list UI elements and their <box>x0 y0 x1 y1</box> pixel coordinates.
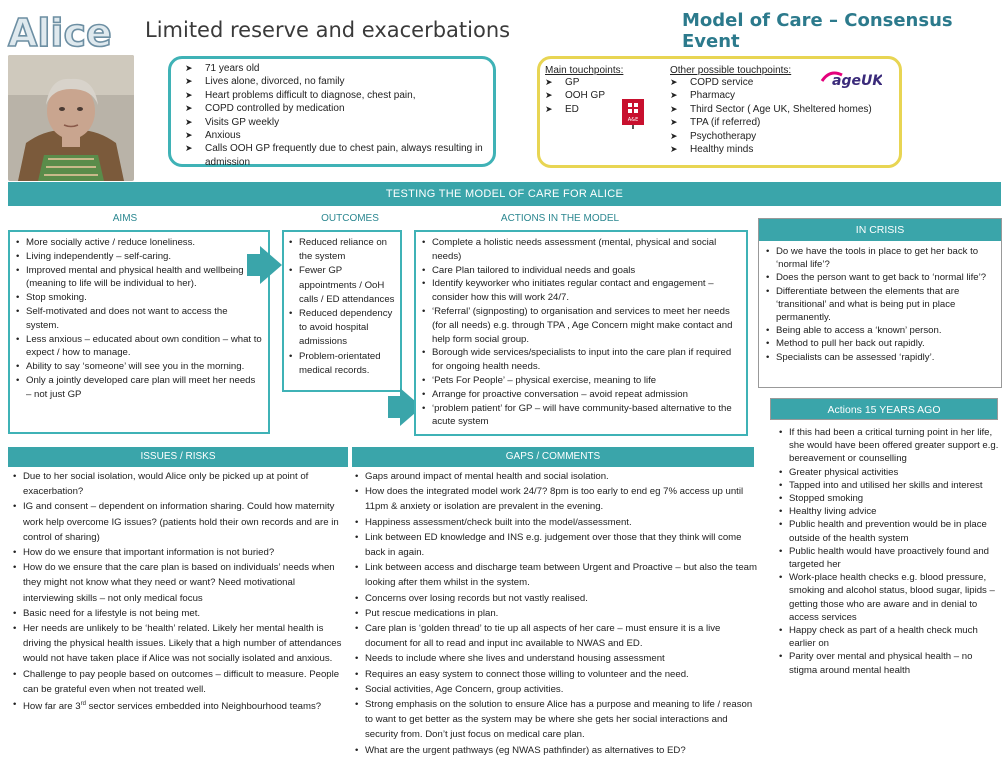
list-item: • Do we have the tools in place to get her back to ‘normal life’? <box>765 245 997 271</box>
section-banner: TESTING THE MODEL OF CARE FOR ALICE <box>8 182 1001 206</box>
profile-box <box>168 56 496 167</box>
list-item: • Problem-orientated medical records. <box>288 350 396 378</box>
issues-heading-bar <box>8 447 348 467</box>
main-touchpoints <box>545 65 665 116</box>
right-arrow-icon <box>260 246 282 284</box>
alice-logo <box>6 8 136 54</box>
list-item: • Requires an easy system to connect those willing to volunteer and the need. <box>354 667 758 682</box>
ageuk-logo <box>820 67 882 89</box>
last-item-post: sector services embedded into Neighbourhood teams? <box>85 701 322 713</box>
outcomes-heading: OUTCOMES <box>321 213 379 224</box>
list-item: ➤ Anxious <box>185 129 485 142</box>
issues-box <box>10 469 348 756</box>
list-item: • ‘Pets For People’ – physical exercise, meaning to life <box>421 374 741 388</box>
list-item: • Complete a holistic needs assessment (mental, physical and social needs) <box>421 236 741 264</box>
actions-heading: ACTIONS IN THE MODEL <box>500 213 620 224</box>
list-item: • How do we ensure that important information is not buried? <box>12 545 346 560</box>
gaps-heading: GAPS / COMMENTS <box>352 447 754 467</box>
list-item: • Strong emphasis on the solution to ensure Alice has a purpose and meaning to life / reason to want to get better as the system may be where she gets her social interactions and security from. Don’t just focus on medical care plan. <box>354 697 758 743</box>
list-item: ➤ COPD service <box>670 76 900 89</box>
list-item: • Stopped smoking <box>778 492 1000 505</box>
other-touchpoints-title: Other possible touchpoints: <box>670 65 792 76</box>
list-item: • If this had been a critical turning point in her life, she would have been offered greater support e.g. bereavement or counselling <box>778 426 1000 466</box>
list-item: ➤ Heart problems difficult to diagnose, chest pain, <box>185 89 485 102</box>
hospital-sign-text: A&E <box>627 117 639 123</box>
list-item: • Concerns over losing records but not vastly realised. <box>354 591 758 606</box>
list-item: • Less anxious – educated about own condition – what to expect / how to manage. <box>15 333 263 361</box>
event-title: Model of Care – Consensus Event <box>682 10 953 52</box>
list-item: • How do we ensure that the care plan is based on individuals’ needs when they might not know what they need or want? Need motivational interviewing skills – not only medical focus <box>12 560 346 606</box>
list-item: ➤ Lives alone, divorced, no family <box>185 75 485 88</box>
list-item: • Reduced dependency to avoid hospital admissions <box>288 307 396 350</box>
list-item: • Needs to include where she lives and understand housing assessment <box>354 651 758 666</box>
list-item: • Identify keyworker who initiates regular contact and engagement – consider how this will work 24/7. <box>421 277 741 305</box>
list-item: • Public health and prevention would be in place outside of the health system <box>778 518 1000 544</box>
list-item: • Ability to say ‘someone’ will see you in the morning. <box>15 360 263 374</box>
gaps-box <box>352 469 760 756</box>
list-item: ➤ 71 years old <box>185 62 485 75</box>
logo-text: Alice <box>8 11 112 54</box>
list-item: • Specialists can be assessed ‘rapidly’. <box>765 351 997 364</box>
list-item: • Parity over mental and physical health – no stigma around mental health <box>778 650 1000 676</box>
list-item: • Happy check as part of a health check much earlier on <box>778 624 1000 650</box>
issues-heading: ISSUES / RISKS <box>8 447 348 467</box>
list-item: • Public health would have proactively found and targeted her <box>778 545 1000 571</box>
ageuk-text: ageUK <box>832 73 882 89</box>
hospital-sign-icon <box>622 99 644 129</box>
actions-15-box <box>772 426 1002 756</box>
list-item: ➤ OOH GP <box>545 89 665 102</box>
list-item: • Tapped into and utilised her skills and interest <box>778 479 1000 492</box>
list-item: • Put rescue medications in plan. <box>354 606 758 621</box>
list-item: • Fewer GP appointments / OoH calls / ED attendances <box>288 264 396 307</box>
list-item: • ‘Referral’ (signposting) to organisation and services to meet her needs (for all needs) e.g. through TPA , Age Concern might make contact and help form social group. <box>421 305 741 346</box>
list-item: • How does the integrated model work 24/7? 8pm is too early to end eg 7% access up until 11pm & anxiety or isolation are prevalent in the evening. <box>354 484 758 514</box>
list-item: • Does the person want to get back to ‘normal life’? <box>765 271 997 284</box>
list-item: • IG and consent – dependent on information sharing. Could how maternity work help overcome IG issues? (patients hold their own records and are in control of sharing) <box>12 499 346 545</box>
list-item <box>12 697 346 714</box>
list-item: • Link between access and discharge team between Urgent and Proactive – but also the team looking after them whilst in the system. <box>354 560 758 590</box>
list-item: ➤ Third Sector ( Age UK, Sheltered homes) <box>670 103 900 116</box>
list-item: • Borough wide services/specialists to input into the care plan if required for ongoing health needs. <box>421 346 741 374</box>
list-item: • Challenge to pay people based on outcomes – difficult to measure. People can be grateful even when not treated well. <box>12 667 346 697</box>
list-item: • Healthy living advice <box>778 505 1000 518</box>
list-item: • Only a jointly developed care plan will meet her needs – not just GP <box>15 374 263 402</box>
list-item: • Differentiate between the elements that are ‘transitional’ and what is being put in place permanently. <box>765 285 997 325</box>
actions-15-heading: Actions 15 YEARS AGO <box>770 398 998 420</box>
arrow-stem <box>247 254 261 276</box>
list-item: ➤ Pharmacy <box>670 89 900 102</box>
list-item: • Work-place health checks e.g. blood pressure, smoking and alcohol status, blood sugar, lipids – getting those who are aware and in denial to access services <box>778 571 1000 624</box>
list-item: • Improved mental and physical health and wellbeing (meaning to life will be individual to her). <box>15 264 263 292</box>
list-item: ➤ ED <box>545 103 665 116</box>
touchpoints-box <box>537 56 902 168</box>
list-item: • Due to her social isolation, would Alice only be picked up at point of exacerbation? <box>12 469 346 499</box>
main-touchpoints-title: Main touchpoints: <box>545 65 624 76</box>
list-item: • ‘problem patient’ for GP – will have community-based alternative to the acute system <box>421 402 741 430</box>
crisis-heading: IN CRISIS <box>759 219 1001 241</box>
list-item: ➤ Calls OOH GP frequently due to chest pain, always resulting in admission <box>185 142 485 169</box>
patient-photo <box>8 55 134 181</box>
aims-box <box>8 230 270 434</box>
actions-box <box>414 230 748 436</box>
list-item: • Happiness assessment/check built into the model/assessment. <box>354 515 758 530</box>
list-item: ➤ GP <box>545 76 665 89</box>
list-item: • Method to pull her back out rapidly. <box>765 337 997 350</box>
list-item: • Care Plan tailored to individual needs and goals <box>421 264 741 278</box>
list-item: ➤ Psychotherapy <box>670 130 900 143</box>
list-item: • Arrange for proactive conversation – avoid repeat admission <box>421 388 741 402</box>
list-item: • Social activities, Age Concern, group activities. <box>354 682 758 697</box>
list-item: ➤ TPA (if referred) <box>670 116 900 129</box>
case-title: Limited reserve and exacerbations <box>145 18 511 42</box>
list-item: • Living independently – self-caring. <box>15 250 263 264</box>
list-item: • Stop smoking. <box>15 291 263 305</box>
list-item: • Self-motivated and does not want to access the system. <box>15 305 263 333</box>
list-item: • Being able to access a ‘known’ person. <box>765 324 997 337</box>
list-item: ➤ Healthy minds <box>670 143 900 156</box>
list-item: • Care plan is ‘golden thread’ to tie up all aspects of her care – must ensure it is a live document for all to read and input inc available to NWAS and ED. <box>354 621 758 651</box>
list-item: • Link between ED knowledge and INS e.g. judgement over those that they think will come back in again. <box>354 530 758 560</box>
list-item: • Greater physical activities <box>778 466 1000 479</box>
list-item: ➤ Visits GP weekly <box>185 116 485 129</box>
last-item-sup: rd <box>80 701 86 708</box>
aims-heading: AIMS <box>112 213 138 224</box>
list-item: ➤ COPD controlled by medication <box>185 102 485 115</box>
last-item-pre: How far are 3 <box>23 701 81 713</box>
list-item: • What are the urgent pathways (eg NWAS pathfinder) as alternatives to ED? <box>354 743 758 758</box>
list-item: • Her needs are unlikely to be ‘health’ related. Likely her mental health is driving the physical health issues. Likely that a high number of attendances would not have taken place if Alice was not socially isolated and anxious. <box>12 621 346 667</box>
list-item: • More socially active / reduce loneliness. <box>15 236 263 250</box>
list-item: • Reduced reliance on the system <box>288 236 396 264</box>
crisis-box <box>758 218 1002 388</box>
profile-list <box>185 62 485 169</box>
list-item: • Basic need for a lifestyle is not being met. <box>12 606 346 621</box>
outcomes-box <box>282 230 402 392</box>
list-item: • Gaps around impact of mental health and social isolation. <box>354 469 758 484</box>
